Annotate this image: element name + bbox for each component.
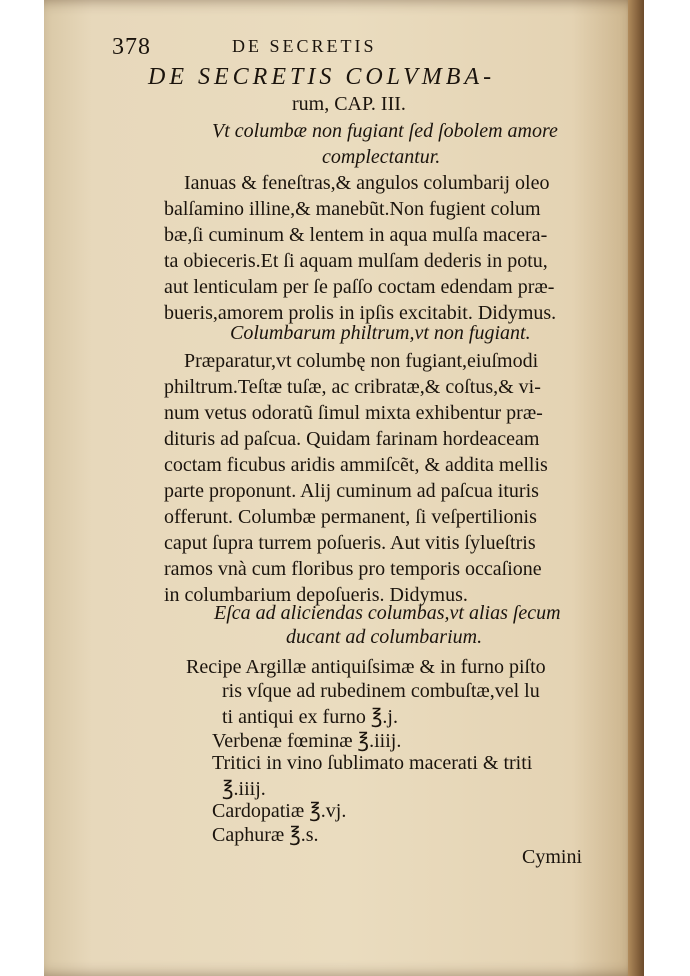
chapter-title-line1: DE SECRETIS COLVMBA-	[148, 64, 496, 90]
recipe-line: Recipe Argillæ antiquiſsimæ & in furno piſto	[186, 656, 546, 678]
section2-line: caput ſupra turrem poſueris. Aut vitis ſylueſtris	[164, 532, 536, 554]
section2-heading: Columbarum philtrum,vt non fugiant.	[230, 322, 531, 344]
catchword: Cymini	[522, 846, 583, 868]
section1-heading-line2: complectantur.	[322, 146, 441, 168]
section2-line: offerunt. Columbæ permanent, ſi veſpertilionis	[164, 506, 537, 528]
recipe-line: ti antiqui ex furno ℥.j.	[222, 706, 398, 728]
section1-line: balſamino illine,& manebũt.Non fugient colum	[164, 198, 541, 220]
section2-line: philtrum.Teſtæ tuſæ, ac cribratæ,& coſtus,& vi-	[164, 376, 541, 398]
section2-line: ramos vnà cum floribus pro temporis occaſione	[164, 558, 542, 580]
section3-heading-line1: Eſca ad aliciendas columbas,vt alias ſecum	[214, 602, 561, 624]
chapter-title-line2: rum, CAP. III.	[292, 93, 406, 115]
page-number: 378	[112, 34, 151, 60]
section1-line: ta obieceris.Et ſi aquam mulſam dederis in potu,	[164, 250, 548, 272]
ingredient-item: Tritici in vino ſublimato macerati & triti	[212, 752, 533, 774]
section1-line: Ianuas & feneſtras,& angulos columbarij oleo	[184, 172, 550, 194]
recipe-line: ris vſque ad rubedinem combuſtæ,vel lu	[222, 680, 540, 702]
section1-heading-line1: Vt columbæ non fugiant ſed ſobolem amore	[212, 120, 558, 142]
section2-line: parte proponunt. Alij cuminum ad paſcua ituris	[164, 480, 539, 502]
section1-line: aut lenticulam per ſe paſſo coctam edendam præ-	[164, 276, 555, 298]
section2-line: coctam ficubus aridis ammiſcẽt, & addita mellis	[164, 454, 548, 476]
ingredient-item: Caphuræ ℥.s.	[212, 824, 319, 846]
section2-line: Præparatur,vt columbę non fugiant,eiuſmodi	[184, 350, 539, 372]
section2-line: in columbarium depoſueris. Didymus.	[164, 584, 468, 606]
section2-line: dituris ad paſcua. Quidam farinam hordeaceam	[164, 428, 540, 450]
ingredient-item: Verbenæ fœminæ ℥.iiij.	[212, 730, 402, 752]
ingredient-item: Cardopatiæ ℥.vj.	[212, 800, 347, 822]
section3-heading-line2: ducant ad columbarium.	[286, 626, 483, 648]
section1-line: bæ,ſi cuminum & lentem in aqua mulſa macera-	[164, 224, 548, 246]
section1-line: bueris,amorem prolis in ipſis excitabit. Didymus.	[164, 302, 557, 324]
page-edge	[628, 0, 644, 976]
section2-line: num vetus odoratũ ſimul mixta exhibentur præ-	[164, 402, 543, 424]
running-head: DE SECRETIS	[232, 36, 377, 56]
ingredient-item: ℥.iiij.	[222, 778, 266, 800]
